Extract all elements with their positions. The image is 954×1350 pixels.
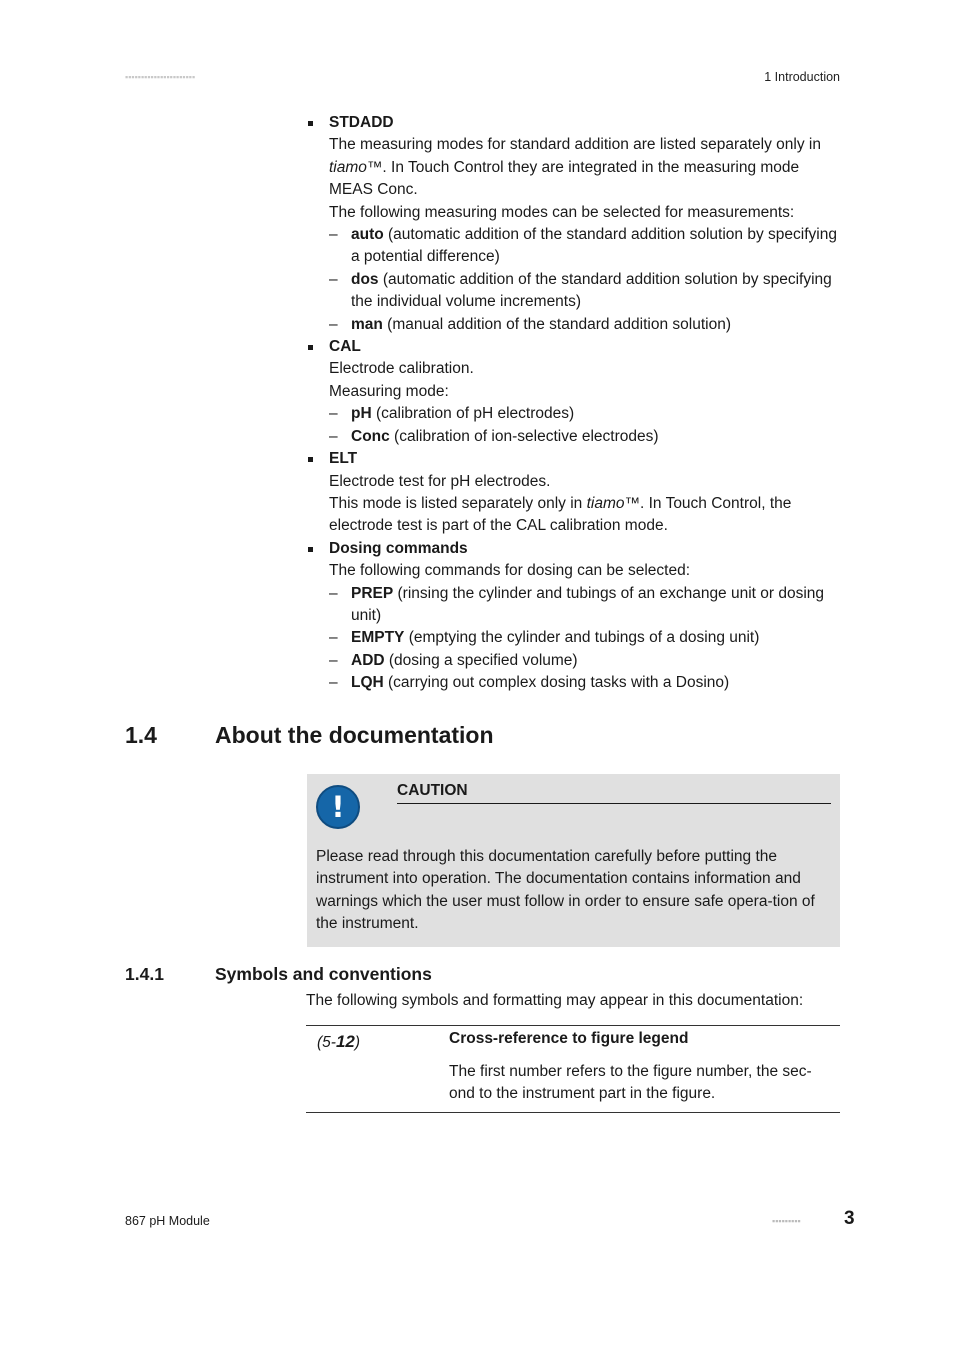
sub-item: – Conc (calibration of ion-selective electrodes) xyxy=(329,427,659,445)
footer-decoration: ▪▪▪▪▪▪▪▪▪ xyxy=(772,1216,801,1226)
caution-box xyxy=(307,774,840,947)
conventions-table xyxy=(306,1025,840,1113)
sub-item: – pH (calibration of pH electrodes) xyxy=(329,405,575,423)
bullet-square-icon xyxy=(308,547,313,552)
section-heading: 1.4 About the documentation xyxy=(125,722,494,748)
item-title: CAL xyxy=(329,338,361,356)
sub-item: – dos (automatic addition of the standard addition solution by specifying the individual volume increments) xyxy=(329,270,832,311)
sub-item: – man (manual addition of the standard addition solution) xyxy=(329,315,731,333)
item-paragraph: Measuring mode: xyxy=(329,382,449,400)
exclamation-icon: ! xyxy=(316,785,360,829)
header-chapter: 1 Introduction xyxy=(764,70,840,84)
item-title: ELT xyxy=(329,450,358,468)
bullet-square-icon xyxy=(308,457,313,462)
subsection-heading: 1.4.1 Symbols and conventions xyxy=(125,964,432,984)
caution-title: CAUTION xyxy=(397,782,831,804)
footer-product: 867 pH Module xyxy=(125,1214,210,1228)
item-title: Dosing commands xyxy=(329,539,468,557)
page-number: 3 xyxy=(844,1208,855,1229)
symbol-cell: (5-12) xyxy=(317,1032,361,1051)
header-decoration: ▪▪▪▪▪▪▪▪▪▪▪▪▪▪▪▪▪▪▪▪▪▪ xyxy=(125,72,196,82)
bullet-square-icon xyxy=(308,121,313,126)
list-item-elt xyxy=(306,448,840,538)
bullet-square-icon xyxy=(308,345,313,350)
sub-item: – auto (automatic addition of the standard addition solution by specifying a potential difference) xyxy=(329,226,837,266)
sub-item: – PREP (rinsing the cylinder and tubings of an exchange unit or dosing unit) xyxy=(329,584,825,624)
item-paragraph: Electrode calibration. xyxy=(329,360,474,378)
item-paragraph: The following commands for dosing can be selected: xyxy=(329,562,691,580)
caution-text: Please read through this documentation carefully before putting the instrument into operation. The documentation contains information and warnings which the user must follow in order to ensure safe opera-tion of the instrument. xyxy=(316,848,815,933)
convention-title: Cross-reference to figure legend xyxy=(449,1030,689,1047)
sub-item: – ADD (dosing a specified volume) xyxy=(329,651,578,669)
sub-item: – EMPTY (emptying the cylinder and tubings of a dosing unit) xyxy=(329,629,760,647)
item-paragraph: Electrode test for pH electrodes. xyxy=(329,472,551,490)
intro-text: The following symbols and formatting may appear in this documentation: xyxy=(306,992,804,1009)
convention-desc: The first number refers to the figure number, the sec-ond to the instrument part in the figure. xyxy=(449,1063,812,1103)
item-paragraph: The measuring modes for standard addition are listed separately only in tiamo™. In Touch Control they are integrated in the measuring mode MEAS Conc. xyxy=(329,136,821,199)
item-paragraph: This mode is listed separately only in tiamo™. In Touch Control, the electrode test is part of the CAL calibration mode. xyxy=(329,494,792,535)
list-item-dosing xyxy=(306,538,840,583)
mode-list xyxy=(306,112,840,695)
sub-item: – LQH (carrying out complex dosing tasks with a Dosino) xyxy=(329,674,730,692)
list-item-stdadd xyxy=(306,112,840,224)
list-item-cal xyxy=(306,336,840,403)
item-title: STDADD xyxy=(329,114,394,131)
item-paragraph: The following measuring modes can be selected for measurements: xyxy=(329,203,795,221)
